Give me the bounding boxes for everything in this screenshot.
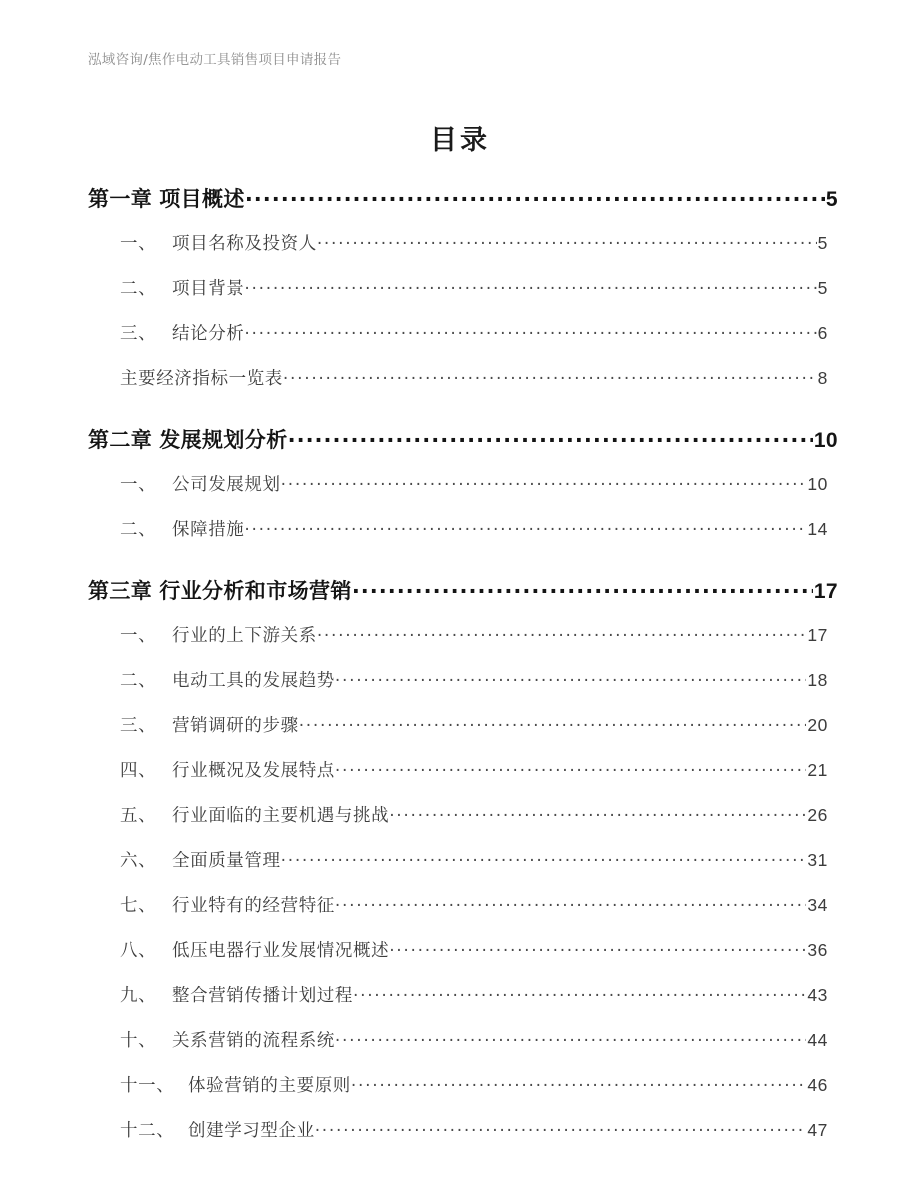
toc-entry-title: 行业面临的主要机遇与挑战 — [172, 806, 390, 826]
toc-section-entry[interactable] — [0, 667, 920, 712]
toc-dot-leader — [244, 277, 816, 295]
toc-entry-title: 体验营销的主要原则 — [188, 1076, 351, 1096]
toc-entry-title: 创建学习型企业 — [188, 1121, 315, 1141]
toc-dot-leader — [353, 984, 806, 1002]
table-of-contents — [0, 183, 920, 1162]
toc-section-number: 八、 — [120, 941, 157, 961]
toc-dot-leader — [299, 714, 807, 732]
toc-dot-leader — [335, 759, 806, 777]
toc-entry-label — [120, 1117, 315, 1142]
toc-dot-leader — [315, 1119, 807, 1137]
toc-entry-label — [120, 320, 244, 345]
toc-page-number: 31 — [807, 850, 828, 870]
toc-page-number: 43 — [807, 985, 828, 1005]
toc-section-number: 四、 — [120, 761, 157, 781]
toc-dot-leader — [389, 804, 806, 822]
toc-entry-title: 发展规划分析 — [159, 428, 288, 452]
toc-entry-title: 关系营销的流程系统 — [172, 1031, 335, 1051]
toc-page-number: 17 — [807, 625, 828, 645]
toc-entry-label — [120, 847, 281, 872]
toc-entry-label — [88, 575, 352, 605]
toc-entry-title: 主要经济指标一览表 — [120, 369, 283, 389]
toc-section-entry[interactable] — [0, 712, 920, 757]
toc-page-number: 26 — [807, 805, 828, 825]
toc-chapter-number: 第一章 — [88, 187, 153, 211]
toc-page-number: 5 — [817, 278, 828, 298]
toc-section-entry[interactable] — [0, 516, 920, 561]
toc-dot-leader — [335, 894, 806, 912]
toc-dot-leader — [244, 322, 816, 340]
toc-entry-label — [120, 757, 335, 782]
toc-entry-title: 公司发展规划 — [172, 475, 281, 495]
toc-entry-title: 全面质量管理 — [172, 851, 281, 871]
toc-entry-title: 低压电器行业发展情况概述 — [172, 941, 390, 961]
toc-entry-title: 行业特有的经营特征 — [172, 896, 335, 916]
toc-entry-title: 项目名称及投资人 — [172, 234, 317, 254]
toc-page-number: 6 — [817, 323, 828, 343]
toc-chapter-number: 第二章 — [88, 428, 153, 452]
toc-section-entry[interactable] — [0, 320, 920, 365]
toc-section-number: 二、 — [120, 520, 157, 540]
toc-chapter-entry[interactable] — [0, 183, 920, 230]
toc-section-entry[interactable] — [0, 622, 920, 667]
toc-dot-leader — [317, 232, 817, 250]
toc-section-entry[interactable] — [0, 365, 920, 410]
toc-dot-leader — [281, 849, 807, 867]
toc-entry-label — [120, 1072, 351, 1097]
toc-entry-label — [120, 516, 244, 541]
toc-page-number: 44 — [807, 1030, 828, 1050]
toc-page-number: 20 — [807, 715, 828, 735]
toc-entry-label — [120, 937, 389, 962]
toc-section-number: 三、 — [120, 716, 157, 736]
toc-section-number: 九、 — [120, 986, 157, 1006]
toc-entry-label — [120, 667, 335, 692]
toc-page-number: 18 — [807, 670, 828, 690]
toc-dot-leader — [244, 518, 806, 536]
toc-entry-label — [120, 230, 317, 255]
toc-section-entry[interactable] — [0, 892, 920, 937]
toc-entry-label — [88, 424, 288, 454]
toc-page-number: 14 — [807, 519, 828, 539]
toc-dot-leader — [317, 624, 807, 642]
toc-page-number: 46 — [807, 1075, 828, 1095]
toc-entry-title: 电动工具的发展趋势 — [172, 671, 335, 691]
toc-entry-title: 行业的上下游关系 — [172, 626, 317, 646]
toc-dot-leader — [351, 1074, 806, 1092]
running-header: 泓域咨询/焦作电动工具销售项目申请报告 — [88, 52, 342, 68]
toc-page-number: 17 — [813, 580, 838, 603]
toc-page-number: 10 — [813, 429, 838, 452]
toc-dot-leader — [283, 367, 817, 385]
toc-section-number: 一、 — [120, 475, 157, 495]
toc-entry-label — [120, 275, 244, 300]
toc-page-number: 34 — [807, 895, 828, 915]
toc-section-number: 三、 — [120, 324, 157, 344]
toc-page-number: 21 — [807, 760, 828, 780]
toc-section-entry[interactable] — [0, 937, 920, 982]
toc-entry-label — [88, 183, 245, 213]
toc-entry-label — [120, 892, 335, 917]
toc-dot-leader — [352, 577, 813, 598]
toc-entry-label — [120, 982, 353, 1007]
toc-entry-title: 行业概况及发展特点 — [172, 761, 335, 781]
toc-entry-label — [120, 471, 281, 496]
toc-section-number: 十一、 — [120, 1076, 175, 1096]
toc-page-number: 5 — [825, 188, 838, 211]
toc-entry-label — [120, 365, 283, 390]
toc-entry-title: 行业分析和市场营销 — [159, 579, 352, 603]
toc-chapter-entry[interactable] — [0, 575, 920, 622]
toc-entry-title: 营销调研的步骤 — [172, 716, 299, 736]
toc-entry-title: 结论分析 — [172, 324, 245, 344]
toc-entry-title: 项目背景 — [172, 279, 245, 299]
toc-page-number: 5 — [817, 233, 828, 253]
toc-section-entry[interactable] — [0, 230, 920, 275]
toc-section-entry[interactable] — [0, 1117, 920, 1162]
toc-section-number: 六、 — [120, 851, 157, 871]
toc-section-number: 五、 — [120, 806, 157, 826]
toc-section-number: 一、 — [120, 626, 157, 646]
toc-dot-leader — [288, 426, 813, 447]
toc-entry-label — [120, 1027, 335, 1052]
toc-entry-title: 项目概述 — [159, 187, 245, 211]
toc-page-number: 36 — [807, 940, 828, 960]
toc-section-number: 七、 — [120, 896, 157, 916]
toc-dot-leader — [281, 473, 807, 491]
toc-dot-leader — [335, 1029, 806, 1047]
page-title: 目录 — [430, 125, 490, 156]
toc-entry-title: 整合营销传播计划过程 — [172, 986, 353, 1006]
toc-section-number: 二、 — [120, 279, 157, 299]
toc-section-entry[interactable] — [0, 757, 920, 802]
toc-section-number: 十、 — [120, 1031, 157, 1051]
toc-section-number: 二、 — [120, 671, 157, 691]
toc-entry-label — [120, 622, 317, 647]
toc-chapter-entry[interactable] — [0, 424, 920, 471]
toc-entry-label — [120, 802, 389, 827]
toc-section-entry[interactable] — [0, 1027, 920, 1072]
toc-section-entry[interactable] — [0, 982, 920, 1027]
toc-dot-leader — [389, 939, 806, 957]
toc-dot-leader — [245, 185, 825, 206]
toc-section-entry[interactable] — [0, 847, 920, 892]
toc-section-entry[interactable] — [0, 1072, 920, 1117]
toc-entry-title: 保障措施 — [172, 520, 245, 540]
toc-page-number: 8 — [817, 368, 828, 388]
toc-section-entry[interactable] — [0, 802, 920, 847]
toc-page-number: 47 — [807, 1120, 828, 1140]
toc-chapter-number: 第三章 — [88, 579, 153, 603]
toc-section-number: 一、 — [120, 234, 157, 254]
toc-section-entry[interactable] — [0, 471, 920, 516]
toc-entry-label — [120, 712, 299, 737]
toc-section-number: 十二、 — [120, 1121, 175, 1141]
toc-page-number: 10 — [807, 474, 828, 494]
toc-dot-leader — [335, 669, 806, 687]
toc-section-entry[interactable] — [0, 275, 920, 320]
